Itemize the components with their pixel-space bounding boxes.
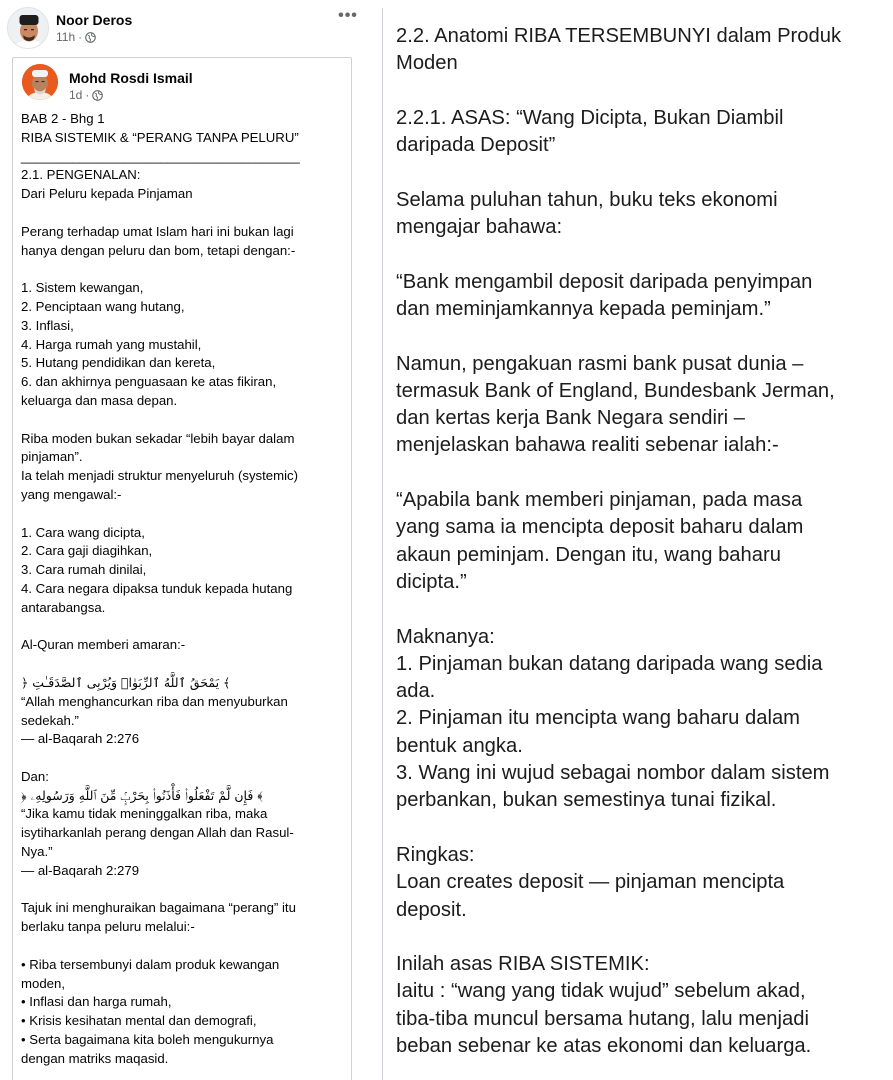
text-line: 5. Hutang pendidikan dan kereta, (21, 355, 216, 371)
text-line: Moden (396, 52, 458, 75)
text-line: • Serta bagaimana kita boleh mengukurnya (21, 1032, 274, 1048)
globe-icon[interactable] (92, 90, 103, 101)
text-line: “Bank mengambil deposit daripada penyimpan (396, 270, 813, 293)
text-line: 2. Cara gaji diagihkan, (21, 543, 153, 559)
meta-separator: · (85, 88, 90, 102)
text-line: Selama puluhan tahun, buku teks ekonomi (396, 188, 778, 211)
text-line: BAB 2 - Bhg 1 (21, 111, 105, 126)
page-margin (876, 0, 893, 1080)
text-line: 2. Pinjaman itu mencipta wang baharu dalam (396, 707, 800, 730)
blank-line (21, 618, 339, 637)
text-line: 1. Cara wang dicipta, (21, 524, 145, 540)
text-line: Dari Peluru kepada Pinjaman (21, 186, 193, 202)
text-line: daripada Deposit” (396, 134, 556, 157)
shared-author-avatar[interactable] (22, 64, 58, 100)
text-line: berlaku tanpa peluru melalui:- (21, 919, 195, 935)
text-line: 3. Inflasi, (21, 317, 74, 333)
text-line: Tajuk ini menghuraikan bagaimana “perang” itu (21, 900, 296, 916)
text-line: Ia telah menjadi struktur menyeluruh (systemic) (21, 468, 299, 484)
blank-line (396, 460, 876, 487)
text-line: dicipta.” (396, 570, 467, 593)
text-line: • Riba tersembunyi dalam produk kewangan (21, 956, 280, 972)
text-line: deposit. (396, 898, 467, 921)
text-line: Inilah asas RIBA SISTEMIK: (396, 953, 650, 976)
blank-line (396, 159, 876, 186)
blank-line (21, 505, 339, 524)
blank-line (21, 204, 339, 223)
text-line: perbankan, bukan semestinya tunai fizikal. (396, 789, 777, 812)
text-line: 4. Harga rumah yang mustahil, (21, 336, 202, 352)
text-line: yang mengawal:- (21, 486, 122, 502)
avatar[interactable] (7, 7, 49, 49)
text-line: sedekah.” (21, 712, 79, 728)
text-line: beban sebenar ke atas ekonomi dan keluarga. (396, 1034, 812, 1057)
text-line: 2.1. PENGENALAN: (21, 167, 141, 183)
text-line: Perang terhadap umat Islam hari ini bukan lagi (21, 223, 294, 239)
text-line: dan kertas kerja Bank Negara sendiri – (396, 407, 745, 430)
text-line: RIBA SISTEMIK & “PERANG TANPA PELURU” (21, 129, 299, 145)
text-line: yang sama ia mencipta deposit baharu dalam (396, 516, 804, 539)
text-line: Loan creates deposit — pinjaman mencipta (396, 871, 785, 894)
profile-photo-icon (22, 64, 58, 100)
text-line: 1. Pinjaman bukan datang daripada wang sedia (396, 652, 823, 675)
text-line: Ringkas: (396, 843, 475, 866)
text-line: “Allah menghancurkan riba dan menyuburkan (21, 693, 288, 709)
text-line: “Apabila bank memberi pinjaman, pada masa (396, 489, 803, 512)
text-line: Al-Quran memberi amaran:- (21, 637, 186, 653)
shared-post (12, 57, 352, 1080)
text-line: dengan matriks maqasid. (21, 1050, 169, 1066)
text-line: akaun peminjam. Dengan itu, wang baharu (396, 543, 781, 566)
text-line: • Inflasi dan harga rumah, (21, 994, 172, 1010)
text-line: termasuk Bank of England, Bundesbank Jerman, (396, 379, 835, 402)
post-meta (56, 30, 96, 44)
meta-separator: · (78, 30, 83, 44)
text-line: tiba-tiba muncul bersama hutang, lalu menjadi (396, 1007, 809, 1030)
column-divider (382, 8, 383, 1080)
text-line: bentuk angka. (396, 734, 523, 757)
text-line: moden, (21, 975, 65, 991)
text-line: dan meminjamkannya kepada peminjam.” (396, 297, 771, 320)
text-line: Iaitu : “wang yang tidak wujud” sebelum akad, (396, 980, 806, 1003)
author-name[interactable]: Noor Deros (56, 12, 133, 28)
text-line: antarabangsa. (21, 599, 106, 615)
globe-icon[interactable] (85, 32, 96, 43)
text-line: 2. Penciptaan wang hutang, (21, 298, 185, 314)
text-line: 3. Cara rumah dinilai, (21, 562, 147, 578)
text-line: 1. Sistem kewangan, (21, 280, 144, 296)
blank-line (396, 815, 876, 842)
text-line: “Jika kamu tidak meninggalkan riba, maka (21, 806, 268, 822)
blank-line (21, 655, 339, 674)
text-line: Nya.” (21, 844, 53, 860)
blank-line (396, 241, 876, 268)
text-line: Riba moden bukan sekadar “lebih bayar dalam (21, 430, 295, 446)
shared-post-time[interactable]: 1d (69, 88, 83, 102)
arabic-verse-line: ﴾ فَإِن لَّمْ تَفْعَلُوا۟ فَأْذَنُوا۟ بِحَرْبٍۢ مِّنَ ٱللَّهِ وَرَسُولِهِۦ ﴿ (21, 787, 263, 803)
text-line: mengajar bahawa: (396, 216, 563, 239)
text-line: pinjaman”. (21, 449, 83, 465)
blank-line (21, 937, 339, 956)
text-line: 6. dan akhirnya penguasaan ke atas fikiran, (21, 374, 277, 390)
text-line: • Krisis kesihatan mental dan demografi, (21, 1013, 257, 1029)
text-line: Namun, pengakuan rasmi bank pusat dunia – (396, 352, 804, 375)
blank-line (21, 260, 339, 279)
text-line: menjelaskan bahawa realiti sebenar ialah:- (396, 434, 779, 457)
text-line: 3. Wang ini wujud sebagai nombor dalam sistem (396, 762, 830, 785)
blank-line (21, 749, 339, 768)
text-line: keluarga dan masa depan. (21, 392, 178, 408)
text-line: — al-Baqarah 2:279 (21, 862, 140, 878)
text-line: isytiharkanlah perang dengan Allah dan Rasul- (21, 825, 294, 841)
shared-post-meta (69, 88, 103, 102)
profile-photo-icon (8, 8, 49, 49)
article-text (396, 23, 876, 1060)
blank-line (21, 881, 339, 900)
text-line: hanya dengan peluru dan bom, tetapi dengan:- (21, 242, 296, 258)
text-line: 4. Cara negara dipaksa tunduk kepada hutang (21, 580, 293, 596)
blank-line (396, 596, 876, 623)
shared-author-name[interactable]: Mohd Rosdi Ismail (69, 70, 193, 86)
text-line: ada. (396, 680, 436, 703)
text-line: — al-Baqarah 2:276 (21, 731, 140, 747)
facebook-post (0, 0, 362, 1080)
post-header (0, 0, 362, 58)
more-options-button[interactable]: ••• (338, 7, 358, 24)
text-line: Maknanya: (396, 625, 495, 648)
blank-line (396, 924, 876, 951)
blank-line (396, 323, 876, 350)
post-time[interactable]: 11h (56, 30, 76, 44)
text-line: ______________________________________ (21, 148, 300, 164)
text-line: 2.2. Anatomi RIBA TERSEMBUNYI dalam Produk (396, 25, 842, 47)
text-line: Dan: (21, 768, 49, 784)
arabic-verse-line: ﴾ يَمْحَقُ ٱللَّهُ ٱلرِّبَوٰا۟ وَيُرْبِى ٱلصَّدَقَـٰتِ ﴿ (21, 674, 231, 690)
text-line: 2.2.1. ASAS: “Wang Dicipta, Bukan Diambil (396, 106, 784, 129)
blank-line (21, 411, 339, 430)
blank-line (396, 78, 876, 105)
shared-post-text (21, 110, 339, 1069)
